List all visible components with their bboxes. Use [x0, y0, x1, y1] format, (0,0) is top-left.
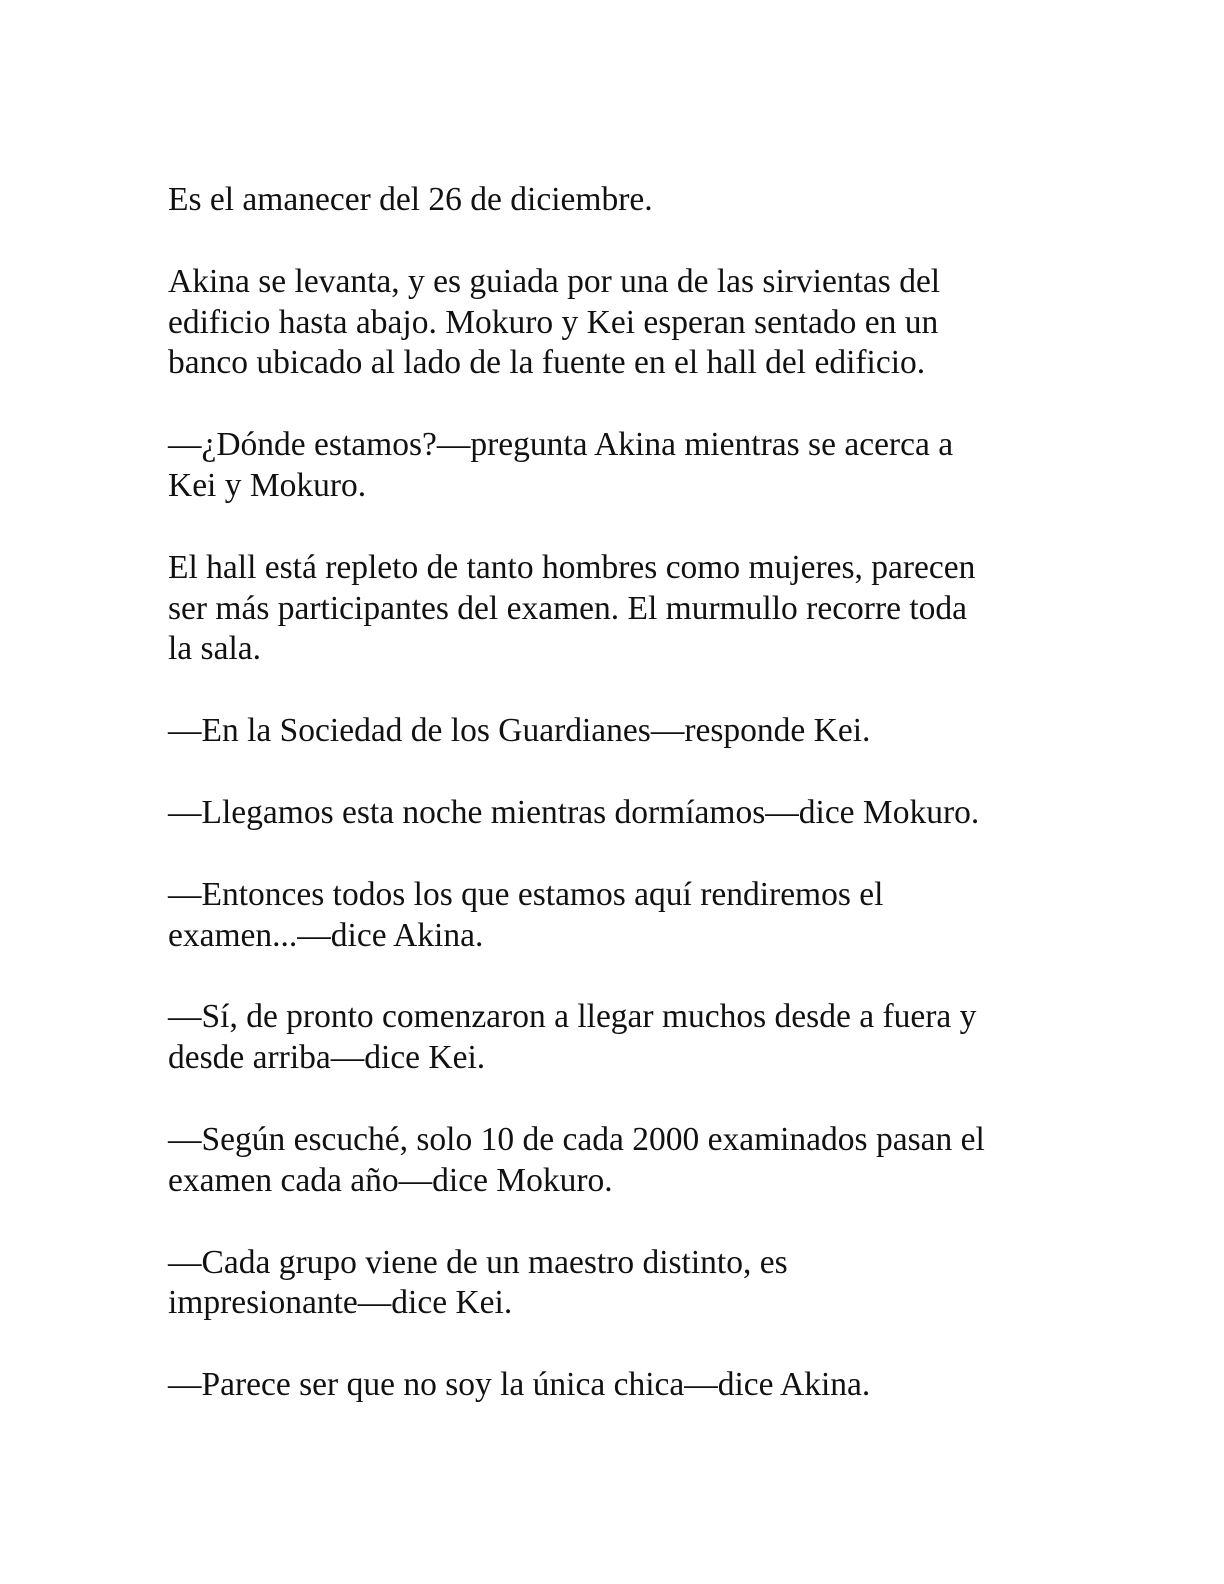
paragraph-5: —En la Sociedad de los Guardianes—responde Kei.: [168, 712, 871, 750]
paragraph-6: —Llegamos esta noche mientras dormíamos—dice Mokuro.: [168, 793, 980, 831]
paragraph-10: —Cada grupo viene de un maestro distinto, es impresionante—dice Kei.: [168, 1243, 788, 1322]
paragraph-11: —Parece ser que no soy la única chica—dice Akina.: [168, 1366, 871, 1404]
paragraph-3: —¿Dónde estamos?—pregunta Akina mientras se acerca a Kei y Mokuro.: [168, 426, 954, 504]
document-page: [168, 180, 1068, 1447]
paragraph-9: —Según escuché, solo 10 de cada 2000 examinados pasan el examen cada año—dice Mokuro.: [168, 1120, 985, 1199]
paragraph-4: El hall está repleto de tanto hombres como mujeres, parecen ser más participantes del examen. El murmullo recorre toda la sala.: [168, 548, 976, 668]
paragraph-2: Akina se levanta, y es guiada por una de las sirvientas del edificio hasta abajo. Mokuro y Kei esperan sentado en un banco ubicado al lado de la fuente en el hall del edificio.: [168, 262, 941, 382]
paragraph-1: Es el amanecer del 26 de diciembre.: [168, 181, 653, 218]
paragraph-8: —Sí, de pronto comenzaron a llegar muchos desde a fuera y desde arriba—dice Kei.: [168, 998, 977, 1077]
paragraph-7: —Entonces todos los que estamos aquí rendiremos el examen...—dice Akina.: [168, 875, 884, 954]
